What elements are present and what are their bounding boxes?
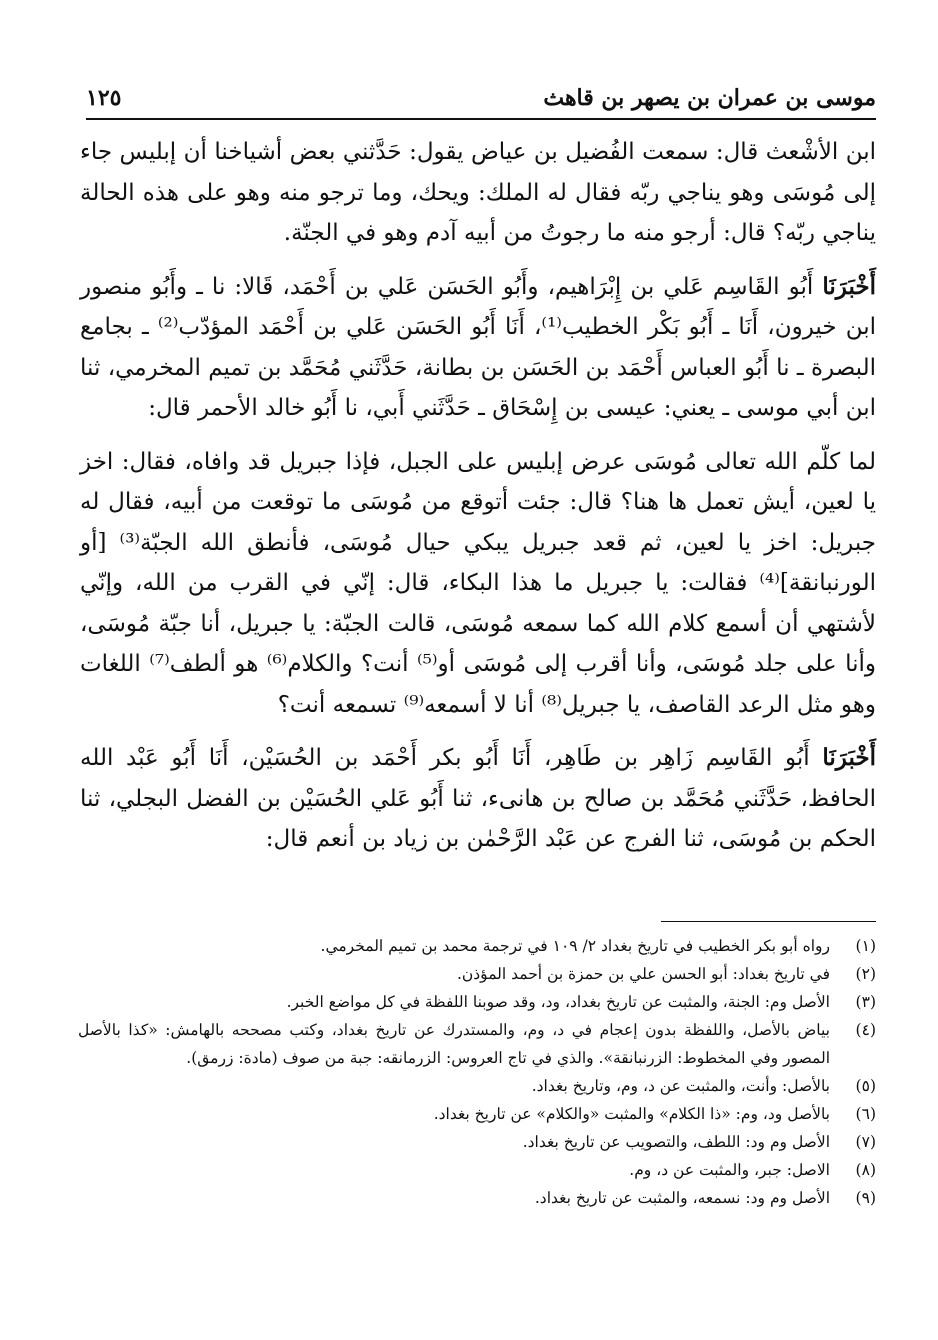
footnote-number: (٦) [855, 1105, 876, 1123]
footnote-number: (٣) [855, 993, 876, 1011]
footnote-number: (١) [855, 937, 876, 955]
footnote [78, 932, 876, 960]
footnote-number: (٧) [855, 1133, 876, 1151]
footnote-text: في تاريخ بغداد: أبو الحسن علي بن حمزة بن أحمد المؤذن. [456, 965, 830, 983]
footnote [78, 1156, 876, 1184]
footnote [78, 1184, 876, 1212]
footnote [78, 1128, 876, 1156]
footnote-text: بياض بالأصل، واللفظة بدون إعجام في د، وم، والمستدرك عن تاريخ بغداد، وكتب مصححه بالهامش: «كذا بالأصل المصور وفي المخطوط: الزرنبانقة». والذي في تاج العروس: الزرمانقه: جبة من صوف (مادة: زرمق). [78, 1021, 830, 1067]
footnote-text: الأصل وم: الجنة، والمثبت عن تاريخ بغداد، ود، وقد صوبنا اللفظة في كل مواضع الخبر. [286, 993, 830, 1011]
paragraph-lead: أَخْبَرَنَا [822, 744, 876, 771]
paragraph-text: أَبُو القَاسِم عَلي بن إِبْرَاهيم، وأَبُو الحَسَن عَلي بن أَحْمَد، قَالا: نا ـ وأَبُو منصور ابن خيرون، أَنَا ـ أَبُو بَكْر الخطيب⁽¹⁾، أَنَا أَبُو الحَسَن عَلي بن أَحْمَد المؤدّب⁽²⁾ ـ بجامع البصرة ـ نا أَبُو العباس أَحْمَد بن الحَسَن بن بطانة، حَدَّثَني مُحَمَّد بن تميم المخرمي، ثنا ابن أبي موسى ـ يعني: عيسى بن إِسْحَاق ـ حَدَّثَني أَبي، نا أَبُو خالد الأحمر قال: [80, 273, 877, 421]
footnote-number: (٨) [855, 1161, 876, 1179]
paragraph-lead: أَخْبَرَنَا [822, 272, 876, 300]
main-text [80, 132, 876, 873]
paragraph [80, 132, 876, 254]
paragraph-text: ابن الأشْعث قال: سمعت الفُضيل بن عياض يقول: حَدَّثني بعض أشياخنا أن إبليس جاء إلى مُوسَى وهو يناجي ربّه فقال له الملك: ويحك، وما ترجو منه وهو على هذه الحالة يناجي ربّه؟ قال: أرجو منه ما رجوتُ من أبيه آدم وهو في الجنّة. [80, 139, 877, 246]
footnote-number: (٤) [855, 1021, 876, 1039]
footnote-separator [661, 921, 876, 922]
paragraph [80, 267, 876, 429]
footnote-text: الاصل: جبر، والمثبت عن د، وم. [629, 1161, 830, 1179]
paragraph-text: لما كلّم الله تعالى مُوسَى عرض إبليس على الجبل، فإذا جبريل قد وافاه، فقال: اخز يا لعين، أيش تعمل ها هنا؟ قال: جئت أتوقع من مُوسَى ما توقعت من أبيه، فقال له جبريل: اخز يا لعين، ثم قعد جبريل يبكي حيال مُوسَى، فأنطق الله الجبّة⁽³⁾ [أو الورنبانقة]⁽⁴⁾ فقالت: يا جبريل ما هذا البكاء، قال: إنّي في القرب من الله، وإنّي لأشتهي أن أسمع كلام الله كما سمعه مُوسَى، قالت الجبّة: يا جبريل، أنا جبّة مُوسَى، وأنا على جلد مُوسَى، وأنا أقرب إلى مُوسَى أو⁽⁵⁾ أنت؟ والكلام⁽⁶⁾ هو ألطف⁽⁷⁾ اللغات وهو مثل الرعد القاصف، يا جبريل⁽⁸⁾ أنا لا أسمعه⁽⁹⁾ تسمعه أنت؟ [80, 448, 876, 718]
paragraph [80, 442, 876, 726]
running-title: موسى بن عمران بن يصهر بن قاهث [543, 85, 876, 111]
footnote [78, 1016, 876, 1072]
footnote-text: بالأصل ود، وم: «ذا الكلام» والمثبت «والكلام» عن تاريخ بغداد. [433, 1105, 830, 1123]
page-number: ١٢٥ [86, 85, 122, 111]
footnote [78, 1100, 876, 1128]
footnote-text: الأصل وم ود: اللطف، والتصويب عن تاريخ بغداد. [522, 1133, 830, 1151]
footnotes [78, 932, 876, 1212]
footnote-text: بالأصل: وأنت، والمثبت عن د، وم، وتاريخ بغداد. [531, 1077, 830, 1095]
footnote-number: (٥) [855, 1077, 876, 1095]
paragraph [80, 738, 876, 860]
footnote [78, 988, 876, 1016]
footnote-number: (٢) [855, 965, 876, 983]
footnote [78, 960, 876, 988]
footnote-number: (٩) [855, 1189, 876, 1207]
paragraph-text: أَبُو القَاسِم زَاهِر بن طَاهِر، أَنَا أَبُو بكر أَحْمَد بن الحُسَيْن، أَنَا أَبُو عَبْد الله الحافظ، حَدَّثَني مُحَمَّد بن صالح بن هانىء، ثنا أَبُو عَلي الحُسَيْن بن الفضل البجلي، ثنا الحكم بن مُوسَى، ثنا الفرج عن عَبْد الرَّحْمٰن بن زياد بن أنعم قال: [80, 745, 876, 852]
footnote-text: رواه أبو بكر الخطيب في تاريخ بغداد ٢/ ١٠٩ في ترجمة محمد بن تميم المخرمي. [320, 937, 830, 955]
footnote-text: الأصل وم ود: نسمعه، والمثبت عن تاريخ بغداد. [534, 1189, 830, 1207]
footnote [78, 1072, 876, 1100]
running-header [86, 78, 876, 120]
